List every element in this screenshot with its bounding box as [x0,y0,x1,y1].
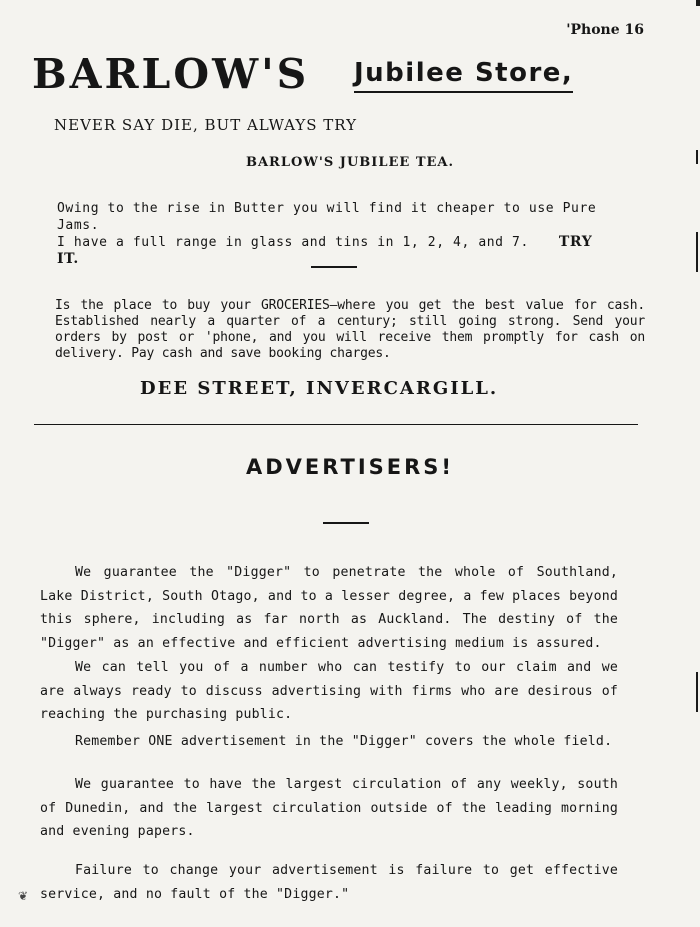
brand-name: BARLOW'S [32,50,310,98]
advert-paragraph-2: We can tell you of a number who can testify to our claim and we are always ready to discuss advertising with firms who are desirous of reaching the purchasing public. [40,660,618,722]
jam-line-1: Owing to the rise in Butter you will find it cheaper to use Pure Jams. [57,201,597,233]
ornament-icon: ❦ [18,889,29,903]
store-title [32,48,652,104]
tea-heading: BARLOW'S JUBILEE TEA. [245,155,455,170]
try-it-text: TRY IT. [57,234,593,267]
edge-mark-1 [696,150,698,164]
section-divider [34,424,638,425]
store-name: Jubilee Store, [354,56,573,93]
short-divider-2 [323,522,369,524]
advertisers-title: ADVERTISERS! [246,455,454,479]
grocery-notice: Is the place to buy your GROCERIES—where you get the best value for cash. Established nearly a quarter of a century; still going strong. Send your orders by post or 'phone, and you will receive them promptly for cash on delivery. Pay cash and save booking charges. [55,298,645,361]
edge-mark-2 [696,232,698,272]
jam-notice [57,200,617,268]
motto: NEVER SAY DIE, BUT ALWAYS TRY [54,116,358,134]
short-divider-1 [311,266,357,268]
advert-paragraph-1: We guarantee the "Digger" to penetrate the whole of Southland, Lake District, South Otago, and to a lesser degree, a few places beyond this sphere, including as far north as Auckland. The destiny of the "Digger" as an effective and efficient advertising medium is assured. [40,565,618,651]
advert-paragraph-5: Failure to change your advertisement is failure to get effective service, and no fault of the "Digger." [40,863,618,902]
store-address: DEE STREET, INVERCARGILL. [140,378,499,399]
jam-line-2 [57,234,617,268]
jam-line-2-text: I have a full range in glass and tins in 1, 2, 4, and 7. [57,235,529,250]
advert-paragraph-4: We guarantee to have the largest circulation of any weekly, south of Dunedin, and the largest circulation outside of the leading morning and evening papers. [40,777,618,839]
edge-mark-top [696,0,700,6]
advert-paragraph-3: Remember ONE advertisement in the "Digger" covers the whole field. [75,734,613,749]
phone-number: 'Phone 16 [566,22,644,38]
edge-mark-3 [696,672,698,712]
